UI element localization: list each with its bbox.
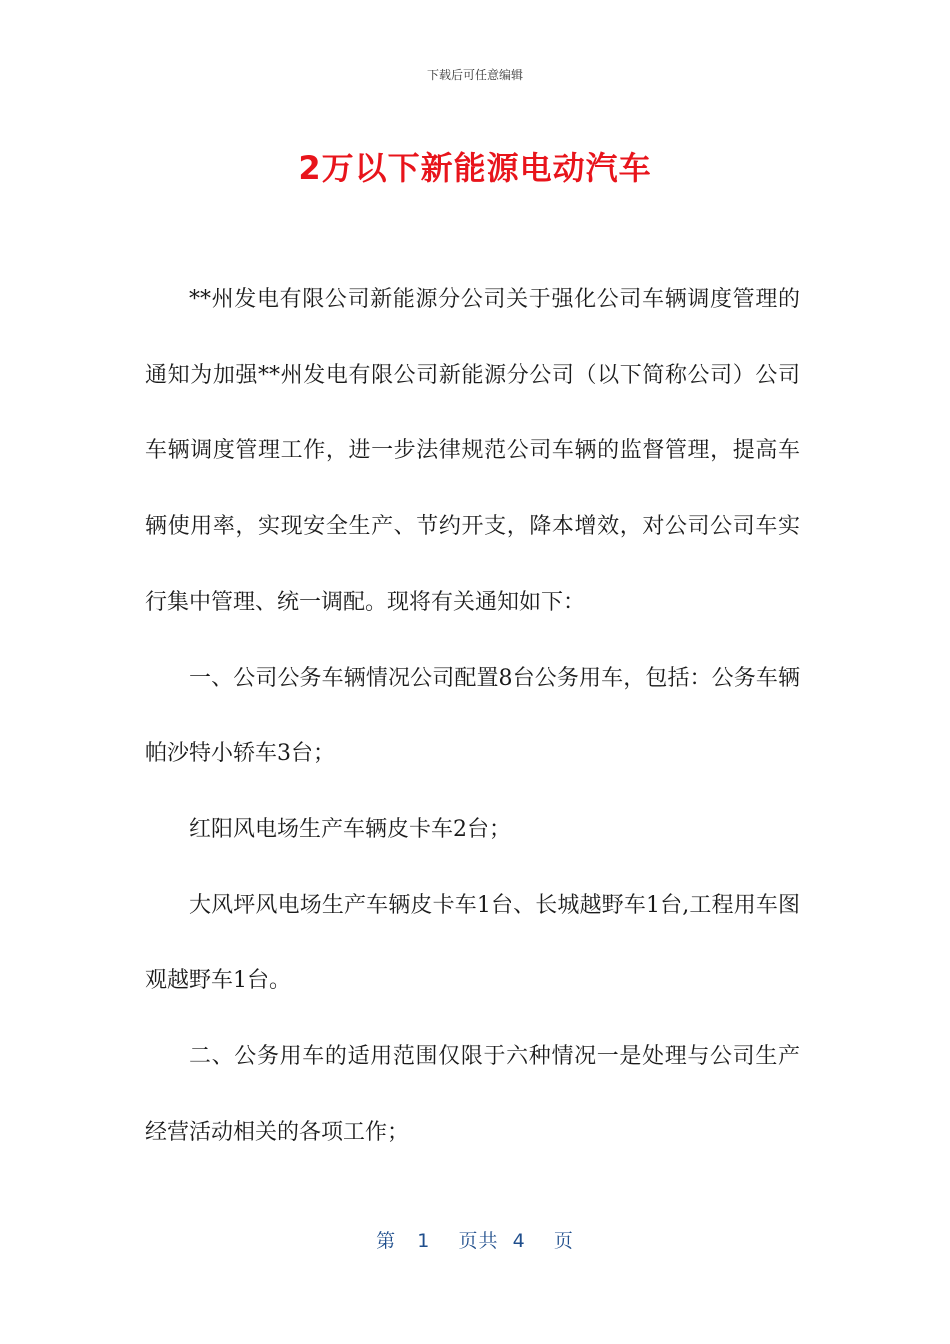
page-footer (0, 1226, 950, 1253)
document-body (145, 262, 800, 1170)
header-note: 下载后可任意编辑 (426, 68, 523, 82)
paragraph: **州发电有限公司新能源分公司关于强化公司车辆调度管理的通知为加强**州发电有限公司新能源分公司（以下简称公司）公司车辆调度管理工作，进一步法律规范公司车辆的监督管理，提高车辆使用率，实现安全生产、节约开支，降本增效，对公司公司车实行集中管理、统一调配。现将有关通知如下： (145, 287, 800, 615)
page-suffix: 页 (553, 1230, 574, 1252)
paragraph: 大风坪风电场生产车辆皮卡车1台、长城越野车1台,工程用车图观越野车1台。 (145, 892, 800, 994)
document-title: 2万以下新能源电动汽车 (298, 149, 652, 187)
paragraph: 红阳风电场生产车辆皮卡车2台； (189, 816, 511, 842)
paragraph: 二、公务用车的适用范围仅限于六种情况一是处理与公司生产经营活动相关的各项工作； (145, 1044, 800, 1145)
page-prefix: 第 (376, 1230, 397, 1252)
page-current: 1 (417, 1230, 431, 1252)
paragraph: 一、公司公务车辆情况公司配置8台公务用车，包括：公务车辆帕沙特小轿车3台； (145, 665, 800, 767)
page-total: 4 (512, 1230, 526, 1252)
page-middle: 页共 (458, 1230, 499, 1252)
